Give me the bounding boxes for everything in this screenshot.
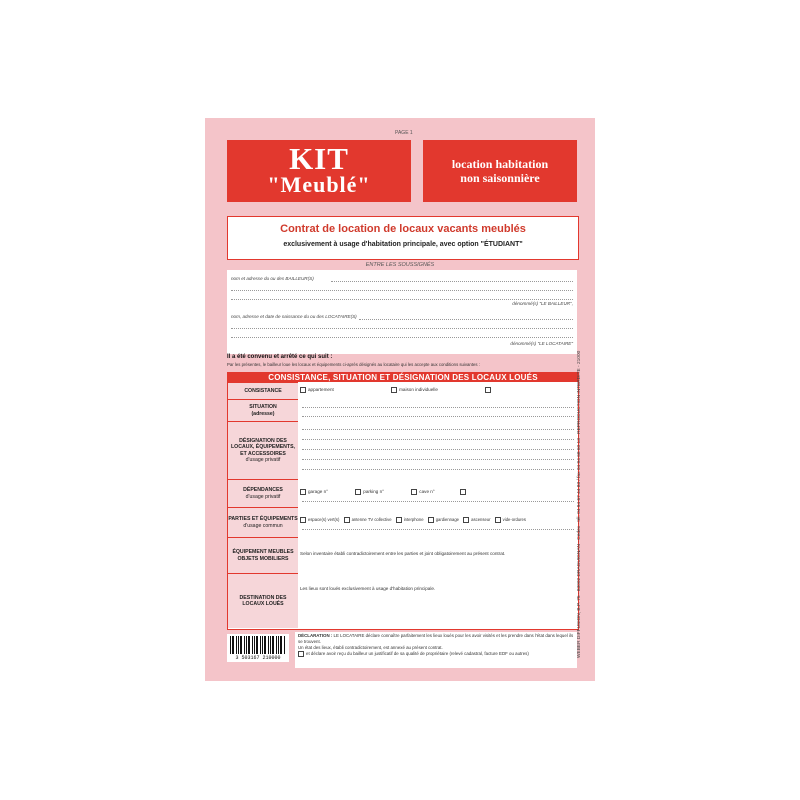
location-line-1: location habitation: [451, 157, 549, 171]
row-label-designation: DÉSIGNATION DES LOCAUX, ÉQUIPEMENTS, ET ACCESSOIRES d'usage privatif: [228, 421, 298, 479]
checkbox-garage[interactable]: [300, 489, 306, 495]
checkbox-appartement[interactable]: [300, 387, 306, 393]
declaration-line-2: Un état des lieux, établi contradictoirement, est annexé au présent contrat.: [298, 645, 443, 650]
contract-title-box: [227, 216, 579, 260]
locataire-label: nom, adresse et date de naissance du ou des LOCATAIRE(S): [231, 314, 357, 319]
row-equipement-text: Selon inventaire établi contradictoirement entre les parties et joint obligatoirement au présent contrat.: [300, 551, 506, 556]
row-dependances: garage n° parking n° cave n°: [300, 489, 576, 495]
row-label-destination: DESTINATION DES LOCAUX LOUÉS: [228, 573, 298, 628]
bailleur-denomination: dénommé(s) "LE BAILLEUR",: [512, 301, 573, 306]
convenu-title: Il a été convenu et arrêté ce qui suit :: [227, 354, 333, 360]
consistance-table: [227, 372, 579, 630]
checkbox-dependance-autre[interactable]: [460, 489, 466, 495]
kit-title-box: [227, 140, 411, 202]
checkbox-antenne[interactable]: [344, 517, 350, 523]
locataire-denomination: dénommé(s) "LE LOCATAIRE": [510, 341, 573, 346]
declaration-line-3: et déclare avoir reçu du bailleur un justificatif de sa qualité de propriétaire (relevé cadastral, facture EDF ou autres): [306, 651, 529, 657]
checkbox-ascenseur[interactable]: [463, 517, 469, 523]
row-label-parties: PARTIES ET ÉQUIPEMENTS d'usage commun: [228, 507, 298, 537]
bailleur-label: nom et adresse du ou des BAILLEUR(S): [231, 276, 314, 281]
row-label-dependances: DÉPENDANCES d'usage privatif: [228, 479, 298, 507]
contract-subtitle: exclusivement à usage d'habitation principale, avec option "ÉTUDIANT": [283, 241, 523, 248]
checkbox-gardiennage[interactable]: [428, 517, 434, 523]
row-label-situation: SITUATION (adresse): [228, 399, 298, 421]
bottom-area: [227, 630, 577, 670]
checkbox-autre[interactable]: [485, 387, 491, 393]
checkbox-parking[interactable]: [355, 489, 361, 495]
barcode-bars: [230, 636, 286, 654]
declaration-line-1: LE LOCATAIRE déclare connaître parfaitement les lieux loués pour les avoir visités et les prendre dans l'état dans lequel ils se trouvent.: [298, 633, 574, 644]
barcode: [227, 634, 289, 662]
row-label-equipement: ÉQUIPEMENT MEUBLES OBJETS MOBILIERS: [228, 537, 298, 573]
checkbox-maison[interactable]: [391, 387, 397, 393]
row-destination-text: Les lieux sont loués exclusivement à usage d'habitation principale.: [300, 586, 436, 591]
declaration-box: [295, 632, 577, 668]
kit-title: KIT: [289, 141, 349, 176]
checkbox-justificatif[interactable]: [298, 651, 304, 657]
checkbox-vide-ordures[interactable]: [495, 517, 501, 523]
kit-subtitle: "Meublé": [267, 172, 371, 197]
location-type-box: [423, 140, 577, 202]
publisher-side-text: WEBER DIFFUSION, B.P. 75 - 83002 DRAGUIGNAN - Cedex - tél. 04 94 67 44 83 / fax 04 94 68 60 13 - REPRODUCTION INTERDITE - 21000: [577, 350, 582, 658]
page-label: PAGE 1: [395, 130, 413, 136]
parties-box: [227, 270, 577, 354]
contract-form-sheet: [205, 118, 595, 681]
checkbox-espaces-verts[interactable]: [300, 517, 306, 523]
barcode-number: 3 503167 210000: [235, 655, 281, 661]
entre-label: ENTRE LES SOUSSIGNÉS: [365, 262, 435, 268]
location-line-2: non saisonnière: [460, 171, 540, 185]
convenu-text: Par les présentes, le bailleur loue les locaux et équipements ci-après désignés au locataire qui les accepte aux conditions suivantes :: [227, 362, 480, 367]
row-consistance: appartement maison individuelle: [300, 387, 576, 393]
consistance-header: CONSISTANCE, SITUATION ET DÉSIGNATION DES LOCAUX LOUÉS: [228, 373, 578, 382]
row-label-consistance: CONSISTANCE: [228, 382, 298, 399]
checkbox-cave[interactable]: [411, 489, 417, 495]
contract-title: Contrat de location de locaux vacants meublés: [280, 223, 526, 235]
declaration-title: DÉCLARATION :: [298, 633, 333, 638]
row-parties: espace(s) vert(s) antenne TV collective interphone gardiennage ascenseur vide-ordures: [300, 517, 576, 523]
checkbox-interphone[interactable]: [396, 517, 402, 523]
